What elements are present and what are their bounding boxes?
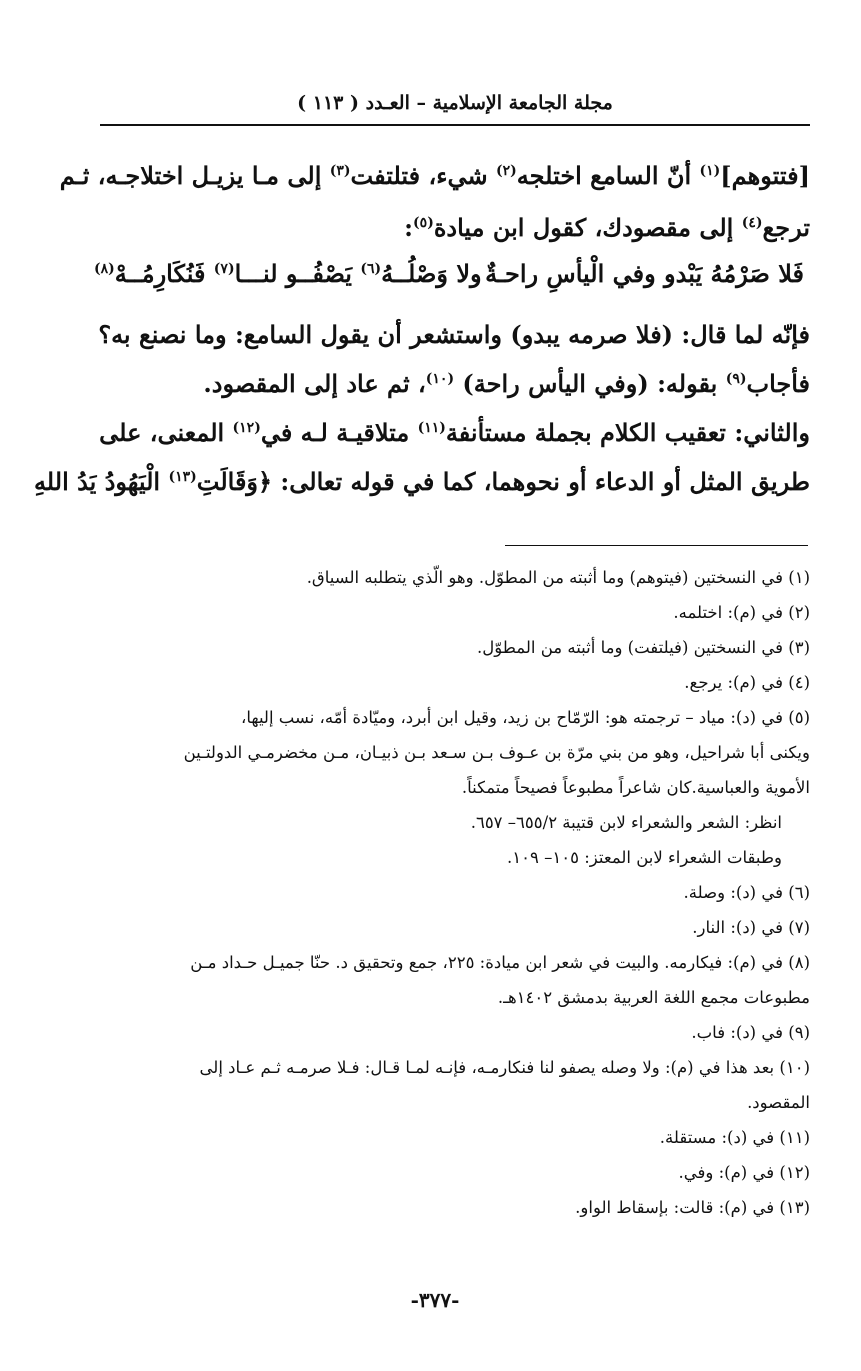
footnote-line: المقصود.	[747, 1093, 810, 1112]
text-run: فأجاب	[746, 369, 810, 398]
text-run: بقوله: (وفي اليأس راحة)	[454, 369, 726, 398]
footnote-line: (٦) في (د): وصلة.	[683, 883, 810, 902]
text-run: ولا وَصْلُــهُ	[381, 259, 482, 288]
footnote-line: (٩) في (د): فاب.	[691, 1023, 810, 1042]
text-run: إلى مقصودك، كقول ابن ميادة	[433, 213, 742, 242]
footnote-line: وطبقات الشعراء لابن المعتز: ١٠٥– ١٠٩.	[507, 848, 782, 867]
text-run: والثاني: تعقيب الكلام بجملة مستأنفة	[445, 418, 810, 447]
footnote-marker: (١)	[699, 163, 721, 179]
footnote-divider	[505, 545, 808, 546]
header-divider	[100, 124, 810, 126]
text-run: ، ثم عاد إلى المقصود.	[203, 369, 426, 398]
main-text	[33, 150, 810, 506]
footnote-marker: (٨)	[94, 261, 115, 277]
footnote-marker: (١٣)	[168, 469, 197, 485]
footnote-line: (٨) في (م): فيكارمه. والبيت في شعر ابن ميادة: ٢٢٥، جمع وتحقيق د. حنّا جميـل حـداد مـن	[190, 953, 810, 972]
text-run: طريق المثل أو الدعاء أو نحوهما، كما في قوله تعالى: ﴿وَقَالَتِ	[196, 467, 810, 496]
text-run: إلى مـا يزيـل اختلاجـه، ثـم	[59, 161, 330, 190]
footnote-line: (١٠) بعد هذا في (م): ولا وصله يصفو لنا فنكارمـه، فإنـه لمـا قـال: فـلا صرمـه ثـم عـاد إلى	[199, 1058, 810, 1077]
footnote-line: (١٣) في (م): قالت: بإسقاط الواو.	[575, 1198, 810, 1217]
text-run: أنّ السامع اختلجه	[516, 161, 700, 190]
running-header: مجلة الجامعة الإسلامية – العـدد ( ١١٣ )	[297, 92, 613, 114]
poetry-verse	[94, 252, 810, 296]
footnote-line: انظر: الشعر والشعراء لابن قتيبة ٦٥٥/٢– ٦٥٧.	[470, 813, 782, 832]
footnote-marker: (٤)	[741, 215, 763, 231]
footnote-line: الأموية والعباسية.كان شاعراً مطبوعاً فصيحاً متمكناً.	[461, 778, 810, 797]
text-line	[59, 150, 810, 202]
text-line	[33, 457, 810, 506]
text-run: متلاقيـة لـه في	[260, 418, 418, 447]
footnote-marker: (١٠)	[425, 371, 455, 387]
text-run: يَصْفُــو لنـــا	[234, 259, 361, 288]
footnote-line: (٣) في النسختين (فيلتفت) وما أثبته من المطوّل.	[477, 638, 810, 657]
footnote-line: (١) في النسختين (فيتوهم) وما أثبته من المطوّل. وهو الّذي يتطلبه السياق.	[306, 568, 810, 587]
text-run: شيء، فتلتفت	[350, 161, 496, 190]
footnote-marker: (٥)	[413, 215, 434, 231]
paragraph-intro	[59, 150, 810, 254]
footnote-line: (١١) في (د): مستقلة.	[659, 1128, 810, 1147]
text-run: فإنّه لما قال: (فلا صرمه يبدو) واستشعر أن يقول السامع: وما نصنع به؟	[98, 320, 810, 349]
footnote-line: (٥) في (د): مياد – ترجمته هو: الرّمّاح بن زيد، وقيل ابن أبرد، وميّادة أمّه، نسب إليها،	[241, 708, 810, 727]
footnote-marker: (٦)	[360, 261, 382, 277]
verse-hemistich-first: فَلا صَرْمُهُ يَبْدو وفي الْيأسِ راحـةٌ	[485, 259, 804, 288]
text-run: المعنى، على	[99, 418, 233, 447]
text-line	[94, 408, 810, 457]
footnote-line: (٤) في (م): يرجع.	[684, 673, 810, 692]
text-run: [فتتوهم]	[720, 161, 810, 190]
text-run: :	[404, 213, 414, 242]
footnote-marker: (٣)	[329, 163, 351, 179]
footnote-line: مطبوعات مجمع اللغة العربية بدمشق ١٤٠٢هـ.	[497, 988, 810, 1007]
footnote-line: (٧) في (د): النار.	[692, 918, 810, 937]
footnote-marker: (٢)	[495, 163, 517, 179]
footnote-line: ويكنى أبا شراحيل، وهو من بني مرّة بن عـوف بـن سـعد بـن ذبيـان، مـن مخضرمـي الدولتـين	[183, 743, 810, 762]
text-run: الْيَهُودُ يَدُ اللهِ	[33, 467, 169, 496]
footnotes	[94, 560, 810, 1225]
verse-hemistich-second	[94, 252, 482, 296]
footnote-marker: (٩)	[725, 371, 747, 387]
text-line	[94, 310, 810, 359]
text-run: فَنُكَارِمُــهْ	[114, 259, 214, 288]
paragraph-explanation	[33, 310, 810, 506]
footnote-marker: (١٢)	[232, 420, 261, 436]
text-run: ترجع	[762, 213, 810, 242]
footnote-line: (١٢) في (م): وفي.	[678, 1163, 810, 1182]
text-line	[94, 359, 810, 408]
page-number: -٣٧٧-	[410, 1288, 460, 1312]
footnote-marker: (٧)	[213, 261, 235, 277]
footnote-line: (٢) في (م): اختلمه.	[673, 603, 810, 622]
text-line	[94, 202, 810, 254]
footnote-marker: (١١)	[417, 420, 446, 436]
